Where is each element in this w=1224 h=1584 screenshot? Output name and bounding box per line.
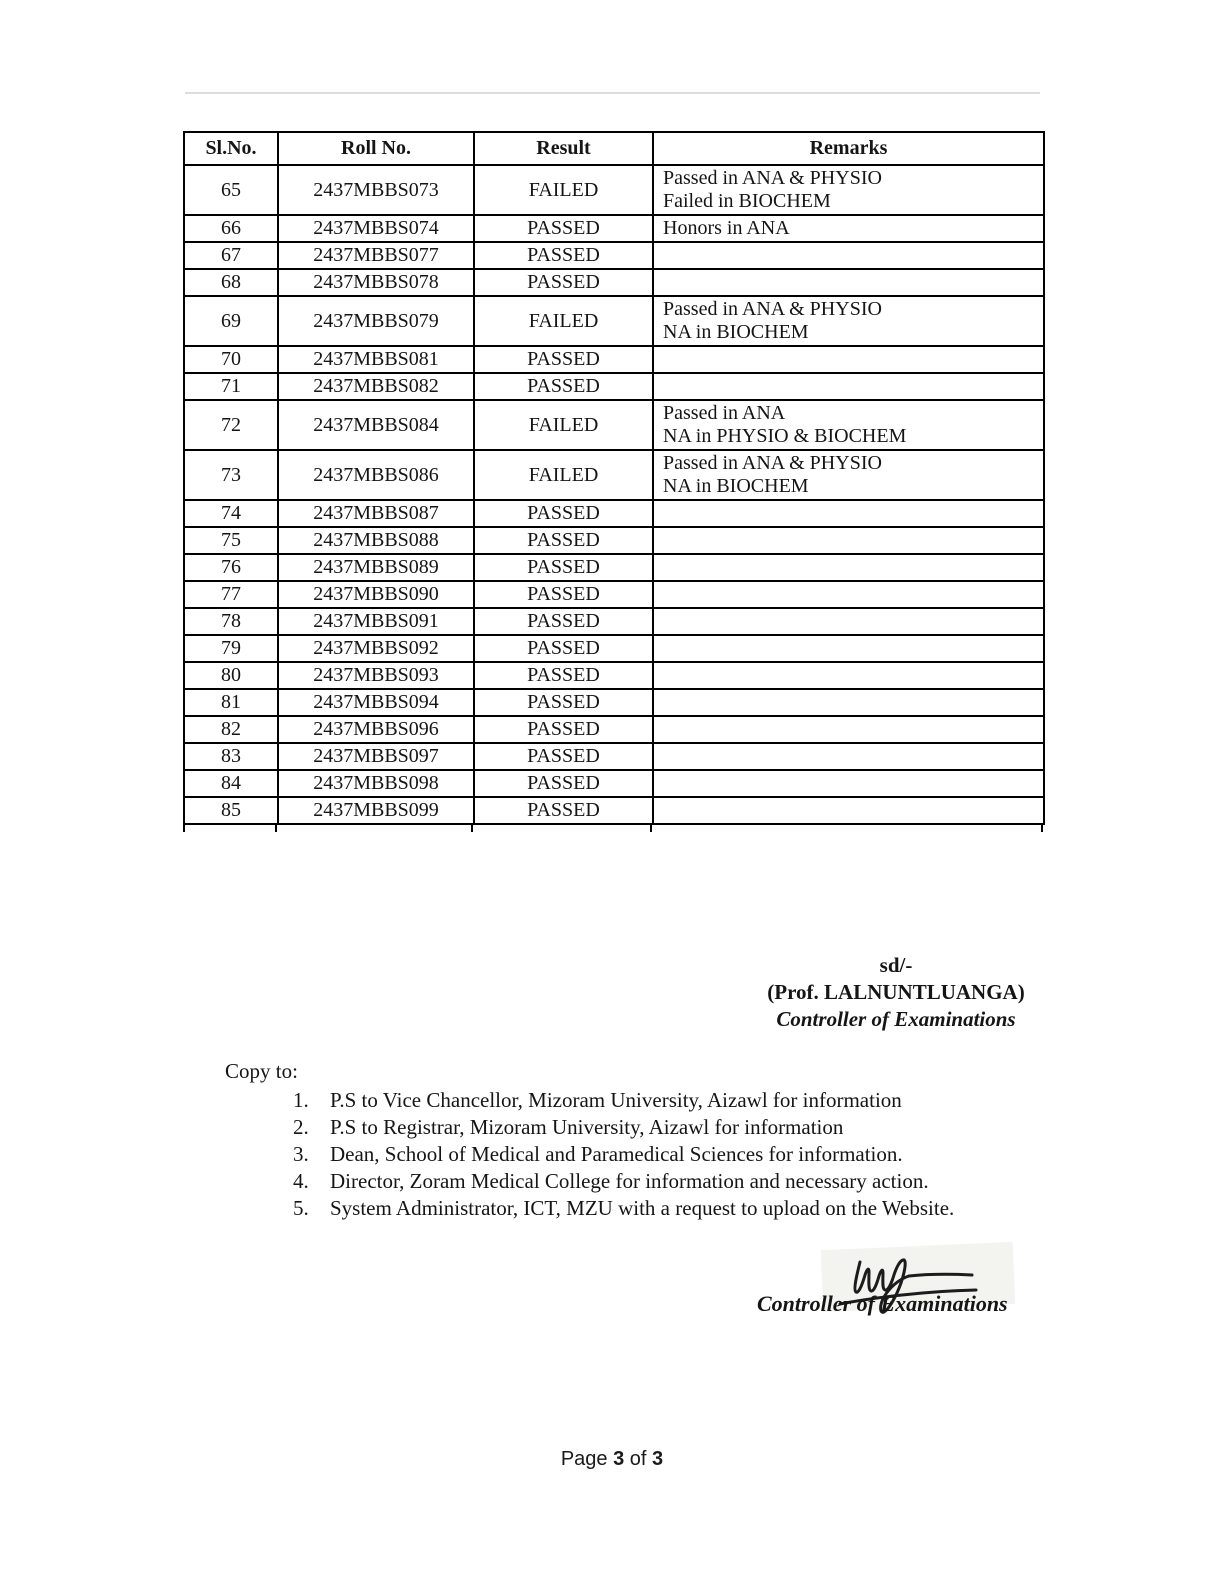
page-footer (0, 1448, 1224, 1471)
signatory-designation: Controller of Examinations (776, 1007, 1016, 1031)
cell-rollno: 2437MBBS074 (278, 215, 474, 242)
cell-rollno: 2437MBBS096 (278, 716, 474, 743)
copy-to-item-text: P.S to Registrar, Mizoram University, Aizawl for information (330, 1115, 844, 1139)
table-row (184, 608, 1044, 635)
table-row (184, 743, 1044, 770)
table-row (184, 400, 1044, 450)
cell-rollno: 2437MBBS089 (278, 554, 474, 581)
table-clipped-border (275, 825, 277, 832)
cell-result: PASSED (474, 527, 653, 554)
cell-result: PASSED (474, 500, 653, 527)
cell-rollno: 2437MBBS073 (278, 165, 474, 215)
footer-current-page: 3 (613, 1448, 625, 1470)
signatory-block (736, 952, 1056, 1033)
cell-slno: 83 (184, 743, 278, 770)
copy-to-item-number: 3. (293, 1142, 309, 1166)
cell-slno: 80 (184, 662, 278, 689)
col-header-rollno: Roll No. (278, 132, 474, 165)
cell-result: PASSED (474, 215, 653, 242)
table-row (184, 797, 1044, 824)
cell-slno: 73 (184, 450, 278, 500)
cell-result: PASSED (474, 269, 653, 296)
footer-total-pages: 3 (652, 1448, 664, 1470)
copy-to-item-number: 5. (293, 1196, 309, 1220)
cell-slno: 75 (184, 527, 278, 554)
cell-rollno: 2437MBBS078 (278, 269, 474, 296)
cell-slno: 72 (184, 400, 278, 450)
table-header-row (184, 132, 1044, 165)
footer-page-word: Page (560, 1448, 608, 1470)
cell-rollno: 2437MBBS094 (278, 689, 474, 716)
table-clipped-border (1041, 825, 1043, 832)
cell-remarks (653, 500, 1044, 527)
cell-result: PASSED (474, 662, 653, 689)
table-row (184, 269, 1044, 296)
cell-remarks (653, 770, 1044, 797)
cell-remarks (653, 608, 1044, 635)
cell-result: PASSED (474, 689, 653, 716)
copy-to-item-number: 4. (293, 1169, 309, 1193)
cell-rollno: 2437MBBS084 (278, 400, 474, 450)
table-row (184, 500, 1044, 527)
cell-remarks: Passed in ANA NA in PHYSIO & BIOCHEM (653, 400, 1044, 450)
cell-remarks: Honors in ANA (653, 215, 1044, 242)
cell-rollno: 2437MBBS082 (278, 373, 474, 400)
table-row (184, 346, 1044, 373)
cell-result: PASSED (474, 554, 653, 581)
header-divider (185, 92, 1040, 94)
cell-remarks (653, 554, 1044, 581)
cell-slno: 65 (184, 165, 278, 215)
cell-remarks (653, 242, 1044, 269)
cell-result: FAILED (474, 400, 653, 450)
copy-to-item-text: System Administrator, ICT, MZU with a request to upload on the Website. (330, 1196, 955, 1220)
cell-slno: 67 (184, 242, 278, 269)
results-table (183, 131, 1045, 825)
table-clipped-border (650, 825, 652, 832)
cell-result: PASSED (474, 743, 653, 770)
table-row (184, 450, 1044, 500)
cell-result: FAILED (474, 165, 653, 215)
table-row (184, 716, 1044, 743)
signatory-name: (Prof. LALNUNTLUANGA) (767, 980, 1025, 1004)
cell-remarks: Passed in ANA & PHYSIO NA in BIOCHEM (653, 450, 1044, 500)
cell-rollno: 2437MBBS090 (278, 581, 474, 608)
footer-of-word: of (629, 1448, 647, 1470)
table-row (184, 554, 1044, 581)
cell-slno: 71 (184, 373, 278, 400)
copy-to-list (293, 1087, 1035, 1222)
cell-rollno: 2437MBBS093 (278, 662, 474, 689)
signed-abbreviation: sd/- (879, 953, 913, 977)
cell-result: PASSED (474, 635, 653, 662)
cell-result: PASSED (474, 770, 653, 797)
table-row (184, 373, 1044, 400)
table-row (184, 689, 1044, 716)
cell-slno: 69 (184, 296, 278, 346)
copy-to-item-text: Director, Zoram Medical College for information and necessary action. (330, 1169, 929, 1193)
table-row (184, 296, 1044, 346)
cell-slno: 77 (184, 581, 278, 608)
cell-remarks (653, 797, 1044, 824)
cell-rollno: 2437MBBS087 (278, 500, 474, 527)
table-row (184, 662, 1044, 689)
cell-slno: 84 (184, 770, 278, 797)
cell-rollno: 2437MBBS086 (278, 450, 474, 500)
cell-remarks (653, 743, 1044, 770)
cell-result: PASSED (474, 346, 653, 373)
cell-result: PASSED (474, 373, 653, 400)
cell-rollno: 2437MBBS099 (278, 797, 474, 824)
cell-remarks (653, 527, 1044, 554)
results-table-body (184, 165, 1044, 824)
cell-result: PASSED (474, 716, 653, 743)
cell-slno: 79 (184, 635, 278, 662)
col-header-result: Result (474, 132, 653, 165)
copy-to-item (293, 1087, 1035, 1114)
copy-to-item-text: P.S to Vice Chancellor, Mizoram University, Aizawl for information (330, 1088, 902, 1112)
table-row (184, 635, 1044, 662)
col-header-slno: Sl.No. (184, 132, 278, 165)
table-row (184, 770, 1044, 797)
cell-remarks (653, 635, 1044, 662)
signature-designation: Controller of Examinations (757, 1291, 1008, 1316)
cell-rollno: 2437MBBS098 (278, 770, 474, 797)
cell-remarks (653, 581, 1044, 608)
cell-result: FAILED (474, 450, 653, 500)
cell-remarks (653, 689, 1044, 716)
copy-to-item-number: 1. (293, 1088, 309, 1112)
cell-remarks (653, 716, 1044, 743)
copy-to-item (293, 1141, 1035, 1168)
cell-slno: 74 (184, 500, 278, 527)
cell-rollno: 2437MBBS077 (278, 242, 474, 269)
copy-to-item-number: 2. (293, 1115, 309, 1139)
table-row (184, 215, 1044, 242)
cell-result: FAILED (474, 296, 653, 346)
table-clipped-border (471, 825, 473, 832)
cell-result: PASSED (474, 581, 653, 608)
cell-rollno: 2437MBBS091 (278, 608, 474, 635)
cell-slno: 76 (184, 554, 278, 581)
cell-remarks (653, 373, 1044, 400)
table-row (184, 527, 1044, 554)
copy-to-section (225, 1058, 1037, 1222)
cell-remarks: Passed in ANA & PHYSIO Failed in BIOCHEM (653, 165, 1044, 215)
cell-rollno: 2437MBBS079 (278, 296, 474, 346)
cell-result: PASSED (474, 242, 653, 269)
cell-rollno: 2437MBBS088 (278, 527, 474, 554)
cell-slno: 78 (184, 608, 278, 635)
cell-remarks (653, 662, 1044, 689)
results-table-wrap (183, 131, 1043, 825)
cell-slno: 68 (184, 269, 278, 296)
table-clipped-border (183, 825, 185, 832)
cell-remarks: Passed in ANA & PHYSIO NA in BIOCHEM (653, 296, 1044, 346)
cell-result: PASSED (474, 608, 653, 635)
cell-rollno: 2437MBBS097 (278, 743, 474, 770)
cell-slno: 81 (184, 689, 278, 716)
col-header-remarks: Remarks (653, 132, 1044, 165)
cell-rollno: 2437MBBS081 (278, 346, 474, 373)
copy-to-item (293, 1114, 1035, 1141)
cell-slno: 66 (184, 215, 278, 242)
cell-remarks (653, 346, 1044, 373)
table-row (184, 242, 1044, 269)
cell-remarks (653, 269, 1044, 296)
copy-to-item (293, 1195, 1035, 1222)
cell-slno: 82 (184, 716, 278, 743)
cell-slno: 70 (184, 346, 278, 373)
copy-to-item-text: Dean, School of Medical and Paramedical Sciences for information. (330, 1142, 903, 1166)
copy-to-label: Copy to: (225, 1059, 298, 1083)
cell-slno: 85 (184, 797, 278, 824)
cell-result: PASSED (474, 797, 653, 824)
cell-rollno: 2437MBBS092 (278, 635, 474, 662)
table-row (184, 581, 1044, 608)
table-row (184, 165, 1044, 215)
copy-to-item (293, 1168, 1035, 1195)
